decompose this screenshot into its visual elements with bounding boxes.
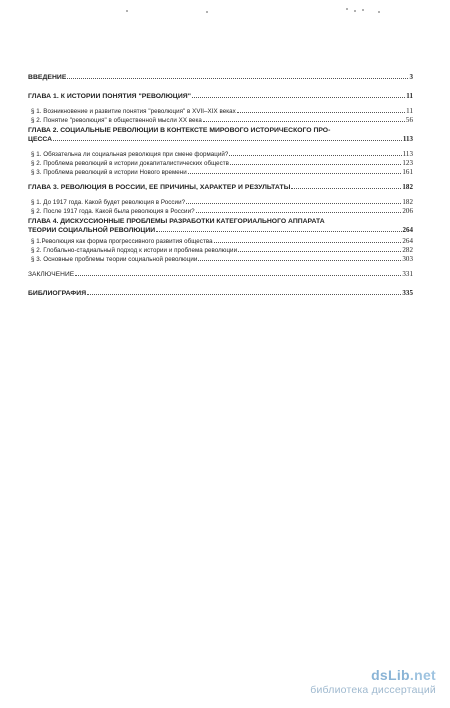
toc-section-page: 206: [402, 207, 413, 215]
toc-section-2-2[interactable]: [28, 159, 413, 168]
toc-section-page: 264: [402, 237, 413, 245]
toc-chapter-title-line1: ГЛАВА 4. ДИСКУССИОННЫЕ ПРОБЛЕМЫ РАЗРАБОТКИ КАТЕГОРИАЛЬНОГО АППАРАТА: [28, 218, 325, 225]
toc-entry-title: ВВЕДЕНИЕ: [28, 74, 67, 81]
watermark-logo: [310, 667, 436, 683]
leader-dots: [196, 212, 402, 213]
toc-section-4-2[interactable]: [28, 246, 413, 255]
leader-dots: [238, 251, 401, 252]
toc-section-2-1[interactable]: [28, 150, 413, 159]
toc-entry-bibliography[interactable]: [28, 289, 413, 298]
toc-section-title: § 3. Проблема революций в истории Нового времени: [31, 169, 187, 176]
leader-dots: [230, 164, 401, 165]
toc-chapter-title: ГЛАВА 3. РЕВОЛЮЦИЯ В РОССИИ, ЕЁ ПРИЧИНЫ, ХАРАКТЕР И РЕЗУЛЬТАТЫ: [28, 184, 291, 191]
toc-section-title: § 1. До 1917 года. Какой будет революция в России?: [31, 199, 186, 206]
leader-dots: [75, 275, 401, 276]
toc-section-page: 11: [406, 107, 413, 115]
toc-entry-conclusion[interactable]: [28, 270, 413, 279]
toc-chapter-page: 113: [402, 135, 413, 143]
toc-entry-page: 3: [409, 73, 413, 81]
leader-dots: [214, 242, 402, 243]
leader-dots: [291, 188, 401, 189]
toc-section-2-3[interactable]: [28, 168, 413, 177]
toc-entry-page: 335: [402, 289, 413, 297]
toc-section-page: 113: [402, 150, 413, 158]
toc-section-title: § 1. Возникновение и развитие понятия "революция" в XVII–XIX веках: [31, 108, 236, 115]
leader-dots: [156, 231, 401, 232]
toc-section-page: 282: [402, 246, 413, 254]
toc-section-3-1[interactable]: [28, 198, 413, 207]
toc-section-3-2[interactable]: [28, 207, 413, 216]
toc-section-title: § 2. Понятие "революция" в общественной мысли XX века: [31, 117, 202, 124]
toc-chapter-4[interactable]: [28, 218, 413, 235]
toc-section-page: 161: [402, 168, 413, 176]
toc-entry-intro[interactable]: [28, 73, 413, 82]
toc-section-title: § 1. Обязательна ли социальная революция при смене формаций?: [31, 151, 229, 158]
toc-section-4-3[interactable]: [28, 255, 413, 264]
leader-dots: [229, 155, 401, 156]
toc-section-4-1[interactable]: [28, 237, 413, 246]
toc-section-page: 182: [402, 198, 413, 206]
toc-section-page: 123: [402, 159, 413, 167]
toc-entry-title: ЗАКЛЮЧЕНИЕ: [28, 271, 75, 278]
watermark: [310, 667, 436, 696]
toc-chapter-3[interactable]: [28, 183, 413, 192]
scan-artifacts: [0, 6, 450, 20]
toc-chapter-title-line2: ЦЕССА: [28, 136, 53, 143]
toc-chapter-page: 11: [406, 92, 413, 100]
toc-section-1-2[interactable]: [28, 116, 413, 125]
toc-section-page: 56: [405, 116, 413, 124]
toc-entry-page: 331: [402, 270, 413, 278]
leader-dots: [237, 112, 405, 113]
toc-chapter-title-line2: ТЕОРИИ СОЦИАЛЬНОЙ РЕВОЛЮЦИИ: [28, 227, 156, 234]
watermark-subtitle: библиотека диссертаций: [310, 684, 436, 696]
leader-dots: [192, 97, 405, 98]
toc-chapter-2[interactable]: [28, 127, 413, 144]
toc-section-page: 303: [402, 255, 413, 263]
leader-dots: [203, 121, 405, 122]
toc-section-title: § 2. После 1917 года. Какой была революция в России?: [31, 208, 195, 215]
watermark-logo-main: dsLib: [371, 667, 410, 683]
leader-dots: [186, 203, 401, 204]
leader-dots: [53, 140, 402, 141]
toc-chapter-title-line1: ГЛАВА 2. СОЦИАЛЬНЫЕ РЕВОЛЮЦИИ В КОНТЕКСТЕ МИРОВОГО ИСТОРИЧЕСКОГО ПРО-: [28, 127, 331, 134]
leader-dots: [87, 294, 401, 295]
toc-entry-title: БИБЛИОГРАФИЯ: [28, 290, 87, 297]
toc-chapter-title: ГЛАВА 1. К ИСТОРИИ ПОНЯТИЯ "РЕВОЛЮЦИЯ": [28, 93, 191, 100]
toc-section-title: § 2. Проблема революций в истории докапиталистических обществ: [31, 160, 230, 167]
toc-chapter-1[interactable]: [28, 92, 413, 101]
toc-section-title: § 2. Глобально-стадиальный подход к истории и проблема революции: [31, 247, 238, 254]
leader-dots: [188, 173, 402, 174]
watermark-logo-tld: .net: [409, 667, 436, 683]
toc-section-1-1[interactable]: [28, 107, 413, 116]
leader-dots: [67, 78, 408, 79]
table-of-contents: [28, 73, 413, 298]
toc-section-title: § 1.Революция как форма прогрессивного развития общества: [31, 238, 213, 245]
leader-dots: [198, 260, 401, 261]
toc-chapter-page: 264: [402, 226, 413, 234]
toc-section-title: § 3. Основные проблемы теории социальной революции: [31, 256, 198, 263]
toc-chapter-page: 182: [402, 183, 413, 191]
